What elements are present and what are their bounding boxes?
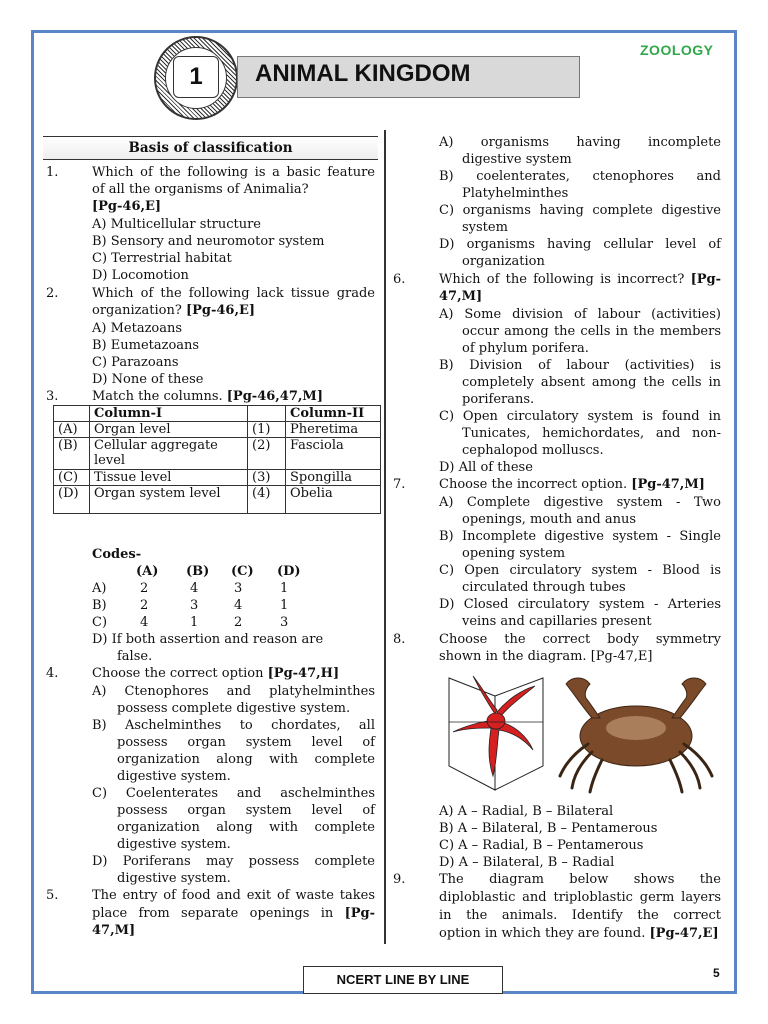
match-table-header bbox=[54, 406, 381, 422]
q6-number: 6. bbox=[393, 272, 406, 287]
q4-line: B) Aschelminthes to chordates, all bbox=[92, 718, 375, 733]
q2-number: 2. bbox=[46, 286, 59, 301]
codes-head-d: (D) bbox=[277, 564, 301, 579]
q6-line: of phylum porifera. bbox=[462, 341, 589, 356]
q1-option-d: D) Locomotion bbox=[92, 268, 189, 283]
chapter-number: 1 bbox=[173, 56, 219, 98]
q6-line: A) Some division of labour (activities) bbox=[439, 307, 721, 322]
q2-text-line2: organization? [Pg-46,E] bbox=[92, 303, 256, 318]
q3-text: Match the columns. [Pg-46,47,M] bbox=[92, 389, 323, 404]
q1-option-b: B) Sensory and neuromotor system bbox=[92, 234, 325, 249]
q1-option-c: C) Terrestrial habitat bbox=[92, 251, 232, 266]
q9-text-line1: The diagram below shows the bbox=[439, 872, 721, 887]
code-value: 1 bbox=[280, 598, 289, 613]
q1-option-a: A) Multicellular structure bbox=[92, 217, 261, 232]
q5-line: Platyhelminthes bbox=[462, 186, 569, 201]
section-title: Basis of classification bbox=[43, 136, 378, 160]
code-value: 3 bbox=[234, 581, 243, 596]
code-value: 2 bbox=[140, 598, 149, 613]
q4-text: Choose the correct option [Pg-47,H] bbox=[92, 666, 340, 681]
q2-option-b: B) Eumetazoans bbox=[92, 338, 200, 353]
q7-line: veins and capillaries present bbox=[462, 614, 652, 629]
codes-head-c: (C) bbox=[231, 564, 254, 579]
codes-head-b: (B) bbox=[186, 564, 210, 579]
q2-text-line1: Which of the following lack tissue grade bbox=[92, 286, 375, 301]
code-value: 1 bbox=[280, 581, 289, 596]
match-row: (D) Organ system level (4) Obelia bbox=[54, 486, 381, 514]
code-value: 4 bbox=[190, 581, 199, 596]
q6-line: D) All of these bbox=[439, 460, 533, 475]
q7-line: D) Closed circulatory system - Arteries bbox=[439, 597, 721, 612]
q1-ref: [Pg-46,E] bbox=[92, 199, 162, 214]
q7-line: B) Incomplete digestive system - Single bbox=[439, 529, 721, 544]
code-value: 3 bbox=[190, 598, 199, 613]
crab-diagram bbox=[552, 666, 720, 794]
q6-ref: 47,M] bbox=[439, 289, 483, 304]
q7-line: C) Open circulatory system - Blood is bbox=[439, 563, 721, 578]
codes-label: Codes- bbox=[92, 547, 142, 562]
q6-line: C) Open circulatory system is found in bbox=[439, 409, 721, 424]
q6-line: cephalopod molluscs. bbox=[462, 443, 604, 458]
q6-line: Tunicates, hemichordates, and non- bbox=[462, 426, 721, 441]
q5-line: B) coelenterates, ctenophores and bbox=[439, 169, 721, 184]
q4-line: digestive system. bbox=[117, 769, 231, 784]
match-table bbox=[53, 405, 381, 514]
q5-ref: 47,M] bbox=[92, 923, 136, 938]
q5-line: A) organisms having incomplete bbox=[439, 135, 721, 150]
q4-line: possess organ system level of bbox=[117, 735, 375, 750]
q5-number: 5. bbox=[46, 888, 59, 903]
q8-text-line1: Choose the correct body symmetry bbox=[439, 632, 721, 647]
q7-number: 7. bbox=[393, 477, 406, 492]
q5-line: organization bbox=[462, 254, 545, 269]
code-option: B) bbox=[92, 598, 107, 613]
q9-text-line2: diploblastic and triploblastic germ layers bbox=[439, 890, 721, 905]
q8-option-d: D) A – Bilateral, B – Radial bbox=[439, 855, 615, 870]
q2-option-d: D) None of these bbox=[92, 372, 204, 387]
q1-number: 1. bbox=[46, 165, 59, 180]
q3-option-d-line2: false. bbox=[117, 649, 153, 664]
q4-line: D) Poriferans may possess complete bbox=[92, 854, 375, 869]
q6-line: B) Division of labour (activities) is bbox=[439, 358, 721, 373]
q4-line: organization along with complete bbox=[117, 752, 375, 767]
q6-line: poriferans. bbox=[462, 392, 535, 407]
q7-line: A) Complete digestive system - Two bbox=[439, 495, 721, 510]
code-value: 4 bbox=[140, 615, 149, 630]
q3-option-d-line1: D) If both assertion and reason are bbox=[92, 632, 324, 647]
q8-option-c: C) A – Radial, B – Pentamerous bbox=[439, 838, 644, 853]
q3-number: 3. bbox=[46, 389, 59, 404]
chapter-title: ANIMAL KINGDOM bbox=[255, 60, 471, 87]
code-option: A) bbox=[92, 581, 107, 596]
code-value: 1 bbox=[190, 615, 199, 630]
page-number: 5 bbox=[713, 966, 720, 980]
q8-number: 8. bbox=[393, 632, 406, 647]
q9-text-line3: in the animals. Identify the correct bbox=[439, 908, 721, 923]
q7-text: Choose the incorrect option. [Pg-47,M] bbox=[439, 477, 705, 492]
q5-line: digestive system bbox=[462, 152, 572, 167]
q5-line: D) organisms having cellular level of bbox=[439, 237, 721, 252]
q5-text-line2: place from separate openings in [Pg- bbox=[92, 906, 375, 921]
column-2-header: Column-II bbox=[286, 406, 381, 422]
code-value: 3 bbox=[280, 615, 289, 630]
q1-text-line2: of all the organisms of Animalia? bbox=[92, 182, 309, 197]
q7-line: opening system bbox=[462, 546, 566, 561]
q8-text-line2: shown in the diagram. [Pg-47,E] bbox=[439, 649, 653, 664]
q4-line: digestive system. bbox=[117, 871, 231, 886]
q6-text-line1: Which of the following is incorrect? [Pg- bbox=[439, 272, 721, 287]
code-value: 2 bbox=[140, 581, 149, 596]
q4-number: 4. bbox=[46, 666, 59, 681]
code-value: 4 bbox=[234, 598, 243, 613]
q8-option-a: A) A – Radial, B – Bilateral bbox=[439, 804, 614, 819]
q9-text-line4: option in which they are found. [Pg-47,E] bbox=[439, 926, 719, 941]
match-row: (A) Organ level (1) Pheretima bbox=[54, 422, 381, 438]
column-divider bbox=[384, 130, 386, 944]
q6-line: completely absent among the cells in bbox=[462, 375, 721, 390]
match-row: (C) Tissue level (3) Spongilla bbox=[54, 470, 381, 486]
q1-text-line1: Which of the following is a basic feature bbox=[92, 165, 375, 180]
q7-line: circulated through tubes bbox=[462, 580, 626, 595]
q4-line: possess organ system level of bbox=[117, 803, 375, 818]
q5-line: C) organisms having complete digestive bbox=[439, 203, 721, 218]
match-row: (B) Cellular aggregate level (2) Fasciola bbox=[54, 438, 381, 470]
q5-line: system bbox=[462, 220, 508, 235]
starfish-diagram bbox=[443, 666, 548, 792]
q5-text-line1: The entry of food and exit of waste takes bbox=[92, 888, 375, 903]
q4-line: digestive system. bbox=[117, 837, 231, 852]
q9-number: 9. bbox=[393, 872, 406, 887]
q4-line: organization along with complete bbox=[117, 820, 375, 835]
code-value: 2 bbox=[234, 615, 243, 630]
q2-option-a: A) Metazoans bbox=[92, 321, 183, 336]
q6-line: occur among the cells in the members bbox=[462, 324, 721, 339]
q4-line: possess complete digestive system. bbox=[117, 701, 351, 716]
q2-option-c: C) Parazoans bbox=[92, 355, 179, 370]
q4-line: A) Ctenophores and platyhelminthes bbox=[92, 684, 375, 699]
q8-option-b: B) A – Bilateral, B – Pentamerous bbox=[439, 821, 658, 836]
footer-label: NCERT LINE BY LINE bbox=[303, 966, 503, 994]
column-1-header: Column-I bbox=[90, 406, 248, 422]
subject-label: ZOOLOGY bbox=[640, 42, 714, 58]
q4-line: C) Coelenterates and aschelminthes bbox=[92, 786, 375, 801]
q7-line: openings, mouth and anus bbox=[462, 512, 637, 527]
codes-head-a: (A) bbox=[136, 564, 159, 579]
code-option: C) bbox=[92, 615, 108, 630]
